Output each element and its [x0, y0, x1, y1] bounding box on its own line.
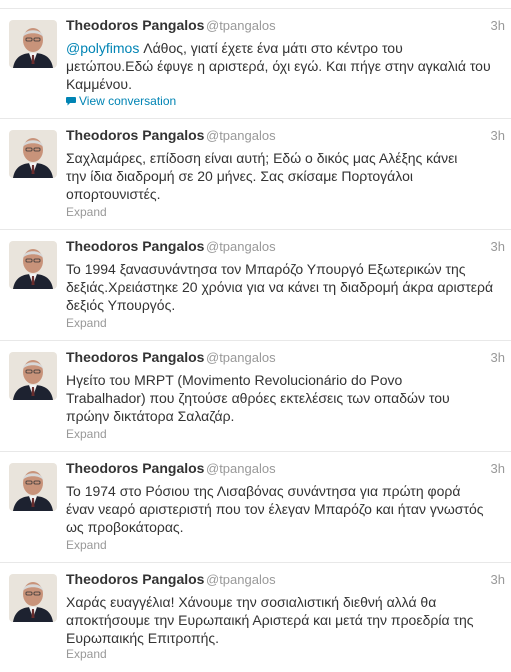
tweet-timestamp[interactable]: 3h	[490, 128, 505, 143]
mention-link[interactable]: @polyfimos	[66, 40, 140, 56]
avatar[interactable]	[9, 130, 57, 178]
author-name[interactable]: Theodoros Pangalos	[66, 571, 205, 587]
tweet-timestamp[interactable]: 3h	[490, 18, 505, 33]
author-name[interactable]: Theodoros Pangalos	[66, 460, 205, 476]
tweet-item[interactable]	[0, 451, 511, 561]
view-conversation-label: View conversation	[79, 94, 177, 108]
tweet-text	[66, 39, 501, 93]
author-name[interactable]: Theodoros Pangalos	[66, 127, 205, 143]
author-handle[interactable]: @tpangalos	[206, 128, 276, 143]
tweet-item[interactable]	[0, 229, 511, 339]
tweet-text: Το 1974 στο Ρόσιου της Λισαβόνας συνάντησα για πρώτη φορά έναν νεαρό αριστεριστή που τον έλεγαν Μπαρόζο και ήταν γνωστός ως προβοκάτορας.	[66, 483, 484, 535]
tweet-timestamp[interactable]: 3h	[490, 239, 505, 254]
expand-link[interactable]: Expand	[66, 427, 107, 441]
tweet-item[interactable]	[0, 118, 511, 228]
expand-link[interactable]: Expand	[66, 538, 107, 552]
expand-link[interactable]: Expand	[66, 205, 107, 219]
author-handle[interactable]: @tpangalos	[206, 461, 276, 476]
tweet-timestamp[interactable]: 3h	[490, 572, 505, 587]
author-name[interactable]: Theodoros Pangalos	[66, 349, 205, 365]
avatar[interactable]	[9, 241, 57, 289]
tweet-timestamp[interactable]: 3h	[490, 461, 505, 476]
conversation-bubble-icon	[66, 97, 76, 106]
author-name[interactable]: Theodoros Pangalos	[66, 238, 205, 254]
author-handle[interactable]: @tpangalos	[206, 239, 276, 254]
tweet-text: Το 1994 ξανασυνάντησα τον Μπαρόζο Υπουργό Εξωτερικών της δεξιάς.Χρειάστηκε 20 χρόνια για να κάνει τη διαδρομή άκρα αριστερά δεξιός Υπουργός.	[66, 261, 494, 313]
tweet-item[interactable]	[0, 340, 511, 450]
author-handle[interactable]: @tpangalos	[206, 18, 276, 33]
tweet-text: Ηγείτο του MRPT (Movimento Revolucionário do Povo Trabalhador) που ζητούσε αθρόες εκτελέσεις των οπαδών του πρώην δικτάτορα Σαλαζάρ.	[66, 372, 450, 424]
tweet-text: Χαράς ευαγγέλια! Χάνουμε την σοσιαλιστική διεθνή αλλά θα αποκτήσουμε την Ευρωπαική Αριστερά και μετά την προεδρία της Ευρωπαικής Επιτροπής.	[66, 594, 474, 646]
author-handle[interactable]: @tpangalos	[206, 572, 276, 587]
tweet-body: Λάθος, γιατί έχετε ένα μάτι στο κέντρο του μετώπου.Εδώ έφυγε η αριστερά, όχι εγώ. Και πήγε στην αγκαλιά του Καμμένου.	[66, 40, 491, 92]
author-handle[interactable]: @tpangalos	[206, 350, 276, 365]
view-conversation-link[interactable]	[66, 94, 176, 108]
avatar[interactable]	[9, 20, 57, 68]
tweet-timestamp[interactable]: 3h	[490, 350, 505, 365]
tweet-item[interactable]	[0, 8, 511, 118]
expand-link[interactable]: Expand	[66, 316, 107, 330]
tweet-item[interactable]	[0, 562, 511, 672]
avatar[interactable]	[9, 463, 57, 511]
tweet-text: Σαχλαμάρες, επίδοση είναι αυτή; Εδώ ο δικός μας Αλέξης κάνει την ίδια διαδρομή σε 20 μήνες. Σας σκίσαμε Πορτογάλοι οπορτουνιστές.	[66, 150, 458, 202]
avatar[interactable]	[9, 574, 57, 622]
expand-link[interactable]: Expand	[66, 647, 107, 661]
avatar[interactable]	[9, 352, 57, 400]
author-name[interactable]: Theodoros Pangalos	[66, 17, 205, 33]
